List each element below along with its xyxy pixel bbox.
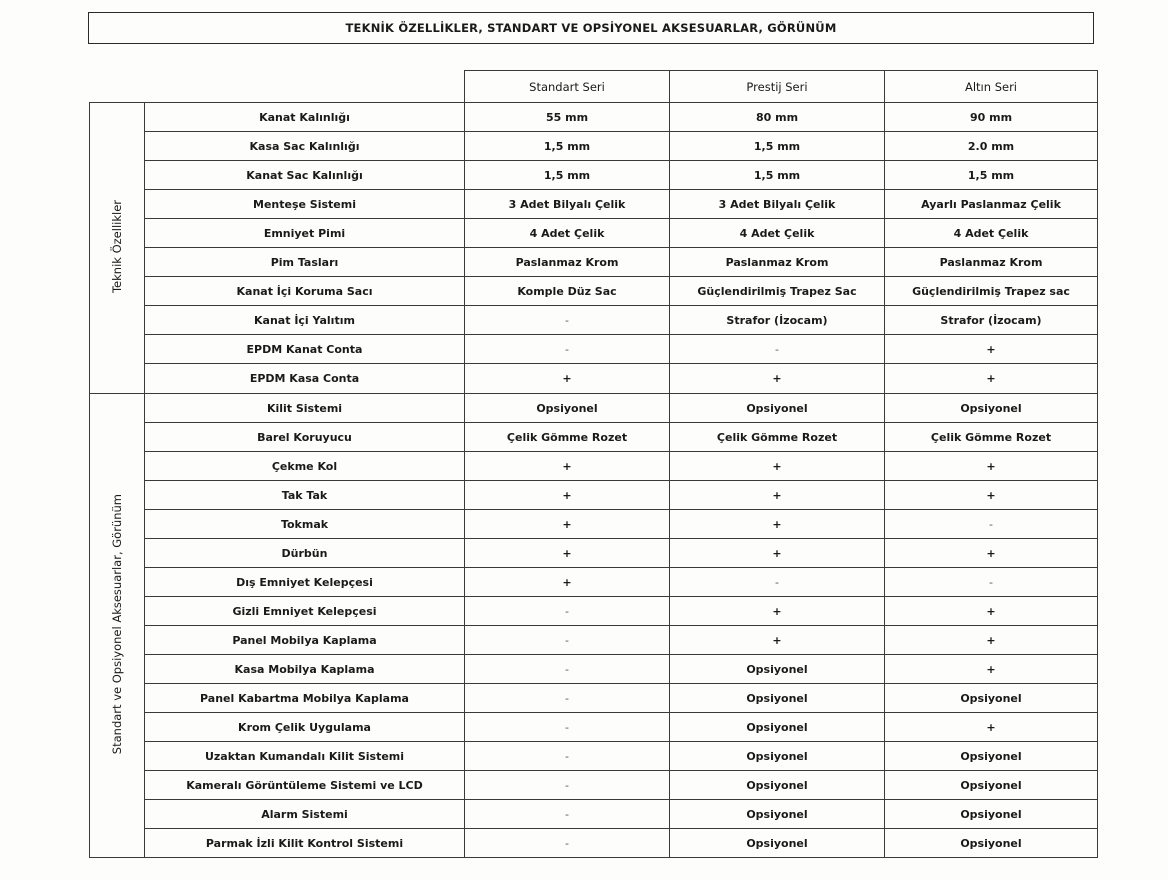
value-cell: +	[885, 481, 1098, 510]
value-cell: Paslanmaz Krom	[465, 248, 670, 277]
group-label: Standart ve Opsiyonel Aksesuarlar, Görünüm	[110, 493, 124, 755]
feature-cell: Kasa Sac Kalınlığı	[145, 132, 465, 161]
value-cell: Güçlendirilmiş Trapez Sac	[670, 277, 885, 306]
value-cell: 1,5 mm	[465, 161, 670, 190]
value-cell: 4 Adet Çelik	[465, 219, 670, 248]
feature-cell: Kanat İçi Koruma Sacı	[145, 277, 465, 306]
feature-cell: Çekme Kol	[145, 452, 465, 481]
value-cell: Paslanmaz Krom	[670, 248, 885, 277]
value-cell: -	[465, 800, 670, 829]
table-row	[90, 394, 1098, 423]
value-cell: -	[885, 568, 1098, 597]
value-cell: -	[465, 771, 670, 800]
value-cell: Strafor (İzocam)	[670, 306, 885, 335]
table-row	[90, 800, 1098, 829]
table-row	[90, 103, 1098, 132]
value-cell: +	[465, 510, 670, 539]
table-row	[90, 742, 1098, 771]
value-cell: +	[465, 481, 670, 510]
feature-cell: Kanat Kalınlığı	[145, 103, 465, 132]
feature-cell: Dürbün	[145, 539, 465, 568]
feature-cell: Parmak İzli Kilit Kontrol Sistemi	[145, 829, 465, 858]
value-cell: +	[670, 481, 885, 510]
table-row	[90, 423, 1098, 452]
feature-cell: Krom Çelik Uygulama	[145, 713, 465, 742]
feature-cell: Kanat İçi Yalıtım	[145, 306, 465, 335]
feature-cell: EPDM Kanat Conta	[145, 335, 465, 364]
value-cell: +	[670, 364, 885, 394]
value-cell: +	[670, 539, 885, 568]
table-row	[90, 277, 1098, 306]
value-cell: Opsiyonel	[885, 394, 1098, 423]
feature-cell: Pim Tasları	[145, 248, 465, 277]
table-row	[90, 597, 1098, 626]
value-cell: +	[885, 335, 1098, 364]
feature-cell: Menteşe Sistemi	[145, 190, 465, 219]
table-row	[90, 306, 1098, 335]
table-row	[90, 335, 1098, 364]
feature-cell: Emniyet Pimi	[145, 219, 465, 248]
value-cell: Çelik Gömme Rozet	[885, 423, 1098, 452]
value-cell: Opsiyonel	[885, 829, 1098, 858]
column-header: Prestij Seri	[670, 71, 885, 103]
value-cell: -	[465, 626, 670, 655]
table-row	[90, 771, 1098, 800]
value-cell: 3 Adet Bilyalı Çelik	[670, 190, 885, 219]
column-header: Altın Seri	[885, 71, 1098, 103]
value-cell: Opsiyonel	[670, 742, 885, 771]
value-cell: Paslanmaz Krom	[885, 248, 1098, 277]
value-cell: Opsiyonel	[885, 771, 1098, 800]
table-row	[90, 568, 1098, 597]
table-row	[90, 829, 1098, 858]
table-row	[90, 510, 1098, 539]
value-cell: +	[670, 626, 885, 655]
value-cell: 1,5 mm	[465, 132, 670, 161]
value-cell: -	[465, 655, 670, 684]
value-cell: Ayarlı Paslanmaz Çelik	[885, 190, 1098, 219]
feature-cell: Panel Mobilya Kaplama	[145, 626, 465, 655]
table-row	[90, 713, 1098, 742]
table-row	[90, 481, 1098, 510]
value-cell: Opsiyonel	[885, 800, 1098, 829]
table-row	[90, 684, 1098, 713]
feature-cell: Uzaktan Kumandalı Kilit Sistemi	[145, 742, 465, 771]
value-cell: Güçlendirilmiş Trapez sac	[885, 277, 1098, 306]
table-row	[90, 219, 1098, 248]
value-cell: Opsiyonel	[670, 655, 885, 684]
value-cell: 1,5 mm	[670, 161, 885, 190]
value-cell: -	[670, 335, 885, 364]
table-row	[90, 539, 1098, 568]
table-row	[90, 655, 1098, 684]
value-cell: Opsiyonel	[670, 800, 885, 829]
value-cell: 2.0 mm	[885, 132, 1098, 161]
table-row	[90, 190, 1098, 219]
header-blank	[90, 71, 465, 103]
value-cell: -	[465, 597, 670, 626]
value-cell: +	[885, 713, 1098, 742]
value-cell: 90 mm	[885, 103, 1098, 132]
value-cell: +	[670, 452, 885, 481]
value-cell: +	[670, 510, 885, 539]
document-title: TEKNİK ÖZELLİKLER, STANDART VE OPSİYONEL AKSESUARLAR, GÖRÜNÜM	[88, 12, 1094, 44]
value-cell: -	[670, 568, 885, 597]
value-cell: -	[465, 306, 670, 335]
feature-cell: Gizli Emniyet Kelepçesi	[145, 597, 465, 626]
feature-cell: Barel Koruyucu	[145, 423, 465, 452]
value-cell: Opsiyonel	[670, 771, 885, 800]
value-cell: Opsiyonel	[465, 394, 670, 423]
value-cell: Opsiyonel	[885, 742, 1098, 771]
value-cell: -	[465, 335, 670, 364]
table-row	[90, 364, 1098, 394]
table-row	[90, 626, 1098, 655]
table-row	[90, 452, 1098, 481]
value-cell: -	[465, 713, 670, 742]
table-row	[90, 132, 1098, 161]
feature-cell: Kasa Mobilya Kaplama	[145, 655, 465, 684]
value-cell: -	[465, 684, 670, 713]
feature-cell: Dış Emniyet Kelepçesi	[145, 568, 465, 597]
value-cell: +	[885, 626, 1098, 655]
feature-cell: Tokmak	[145, 510, 465, 539]
value-cell: Opsiyonel	[670, 829, 885, 858]
table-row	[90, 161, 1098, 190]
value-cell: Opsiyonel	[670, 684, 885, 713]
value-cell: Strafor (İzocam)	[885, 306, 1098, 335]
feature-cell: Alarm Sistemi	[145, 800, 465, 829]
feature-cell: Kameralı Görüntüleme Sistemi ve LCD	[145, 771, 465, 800]
value-cell: +	[465, 539, 670, 568]
value-cell: -	[465, 742, 670, 771]
value-cell: Opsiyonel	[670, 713, 885, 742]
value-cell: 3 Adet Bilyalı Çelik	[465, 190, 670, 219]
value-cell: Komple Düz Sac	[465, 277, 670, 306]
feature-cell: EPDM Kasa Conta	[145, 364, 465, 394]
feature-cell: Tak Tak	[145, 481, 465, 510]
value-cell: -	[465, 829, 670, 858]
feature-cell: Kilit Sistemi	[145, 394, 465, 423]
value-cell: Çelik Gömme Rozet	[670, 423, 885, 452]
value-cell: +	[885, 597, 1098, 626]
table-row	[90, 248, 1098, 277]
value-cell: Opsiyonel	[885, 684, 1098, 713]
value-cell: +	[885, 452, 1098, 481]
column-header: Standart Seri	[465, 71, 670, 103]
value-cell: 1,5 mm	[670, 132, 885, 161]
value-cell: -	[885, 510, 1098, 539]
value-cell: +	[670, 597, 885, 626]
value-cell: +	[465, 568, 670, 597]
group-label-cell	[90, 394, 145, 858]
value-cell: +	[465, 364, 670, 394]
value-cell: +	[885, 539, 1098, 568]
value-cell: +	[885, 655, 1098, 684]
value-cell: 80 mm	[670, 103, 885, 132]
feature-cell: Panel Kabartma Mobilya Kaplama	[145, 684, 465, 713]
group-label: Teknik Özellikler	[110, 199, 124, 293]
value-cell: 1,5 mm	[885, 161, 1098, 190]
feature-cell: Kanat Sac Kalınlığı	[145, 161, 465, 190]
value-cell: 4 Adet Çelik	[885, 219, 1098, 248]
value-cell: +	[885, 364, 1098, 394]
value-cell: +	[465, 452, 670, 481]
value-cell: Çelik Gömme Rozet	[465, 423, 670, 452]
value-cell: Opsiyonel	[670, 394, 885, 423]
spec-table	[89, 70, 1098, 858]
value-cell: 4 Adet Çelik	[670, 219, 885, 248]
group-label-cell	[90, 103, 145, 394]
value-cell: 55 mm	[465, 103, 670, 132]
